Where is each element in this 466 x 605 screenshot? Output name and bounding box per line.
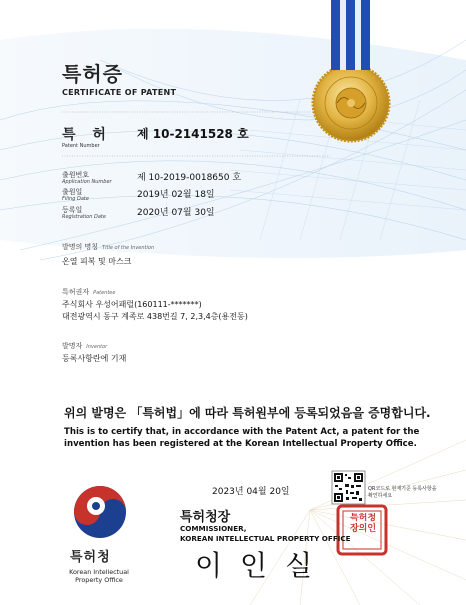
application-number-value: 제 10-2019-0018650 호: [137, 173, 242, 183]
registration-date-value: 2020년 07월 30일: [137, 208, 215, 218]
patentee-label: [62, 287, 115, 297]
office-name-ko: 특허청: [70, 550, 111, 565]
commissioner-signature: 이인실: [195, 549, 331, 582]
patentee-name: 주식회사 우성어패럴(160111-*******): [62, 300, 202, 309]
commissioner-title-en-line2: KOREAN INTELLECTUAL PROPERTY OFFICE: [180, 534, 351, 543]
gold-medal: [313, 65, 389, 141]
kipo-logo: [74, 486, 126, 538]
issue-date: 2023년 04월 20일: [212, 487, 290, 497]
ribbon-right: [361, 0, 370, 70]
commissioner-title-en-line1: COMMISSIONER,: [180, 524, 247, 533]
invention-title-label-en: Title of the Invention: [102, 245, 155, 251]
certificate-title: 특허증: [62, 62, 123, 86]
ribbon-center: [346, 0, 355, 70]
certification-statement-ko: 위의 발명은 「특허법」에 따라 특허원부에 등록되었음을 증명합니다.: [64, 406, 431, 420]
inventor-label-en: Inventor: [86, 344, 108, 350]
qr-code: [332, 471, 365, 504]
invention-title-label-ko: 발명의 명칭: [62, 243, 99, 251]
patentee-address: 대전광역시 동구 계족로 438번길 7, 2,3,4층(용전동): [62, 312, 248, 321]
patent-number: 제 10-2141528 호: [137, 127, 249, 141]
inventor-label: [62, 341, 107, 351]
seal-text: [346, 513, 380, 547]
commissioner-title-en: [180, 524, 351, 544]
patent-label: 특 허: [62, 127, 112, 143]
inventor-value: 등록사항란에 기재: [62, 354, 127, 363]
commissioner-title-ko: 특허청장: [180, 510, 231, 525]
filing-date-label-en: Filing Date: [62, 196, 89, 202]
inventor-label-ko: 발명자: [62, 342, 83, 350]
invention-title-value: 온열 피복 및 마스크: [62, 257, 132, 266]
patent-label-en: Patent Number: [62, 143, 100, 149]
ribbon-left: [331, 0, 340, 70]
seal-text-value: 특허청장의인: [349, 513, 377, 534]
registration-date-label-en: Registration Date: [62, 214, 106, 220]
invention-title-label: [62, 242, 154, 252]
certificate-title-en: CERTIFICATE OF PATENT: [62, 88, 177, 97]
patentee-label-ko: 특허권자: [62, 288, 90, 296]
registration-date-label: 등록일: [62, 206, 83, 214]
office-name-en: Korean Intellectual Property Office: [69, 568, 129, 584]
application-number-label-en: Application Number: [62, 179, 112, 185]
filing-date-label: 출원일: [62, 188, 83, 196]
qr-note: QR코드로 현재기준 등록사항을 확인하세요: [368, 486, 437, 499]
patentee-label-en: Patentee: [93, 290, 116, 296]
certification-statement-en: This is to certify that, in accordance with the Patent Act, a patent for the invention has been registered at the Korean Intellectual Property Office.: [64, 427, 420, 449]
application-number-label: 출원번호: [62, 171, 90, 179]
filing-date-value: 2019년 02월 18일: [137, 190, 215, 200]
